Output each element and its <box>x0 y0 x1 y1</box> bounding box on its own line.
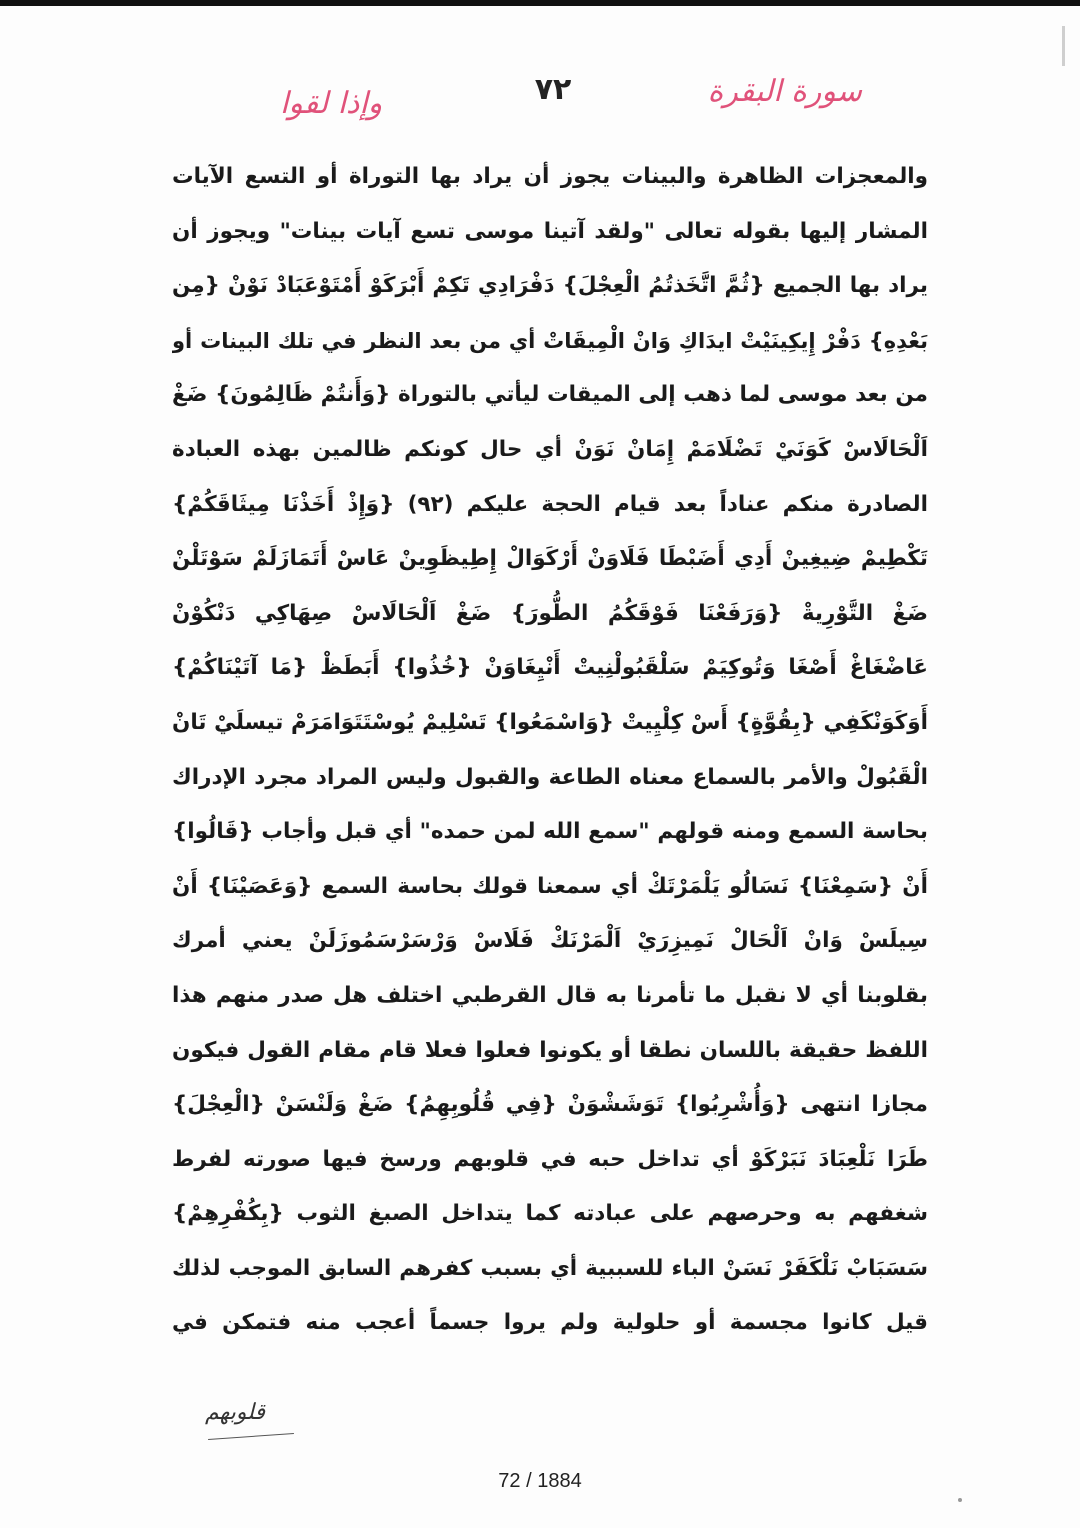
text-line: سِيلَسْ وَانْ اَلْحَالْ نَمِيزِرَيْ اَلْمَرْنَكْ فَلَاسْ وَرْسَرْسَمُوزَلَنْ يعني أمرك <box>172 928 928 954</box>
text-line: مجازا انتهى {وَأُشْرِبُوا} تَوَشَشْوَنْ {فِي قُلُوبِهِمُ} ضَغْ وَلَنْسَنْ {الْعِجْلَ} <box>172 1092 928 1118</box>
text-line: عَاضْغَاغْ أَصْغَا وَتُوكِيَمْ سَلْقَبُولْنِيتْ أَنْيِغَاوَنْ {خُذُوا} أَبَطَظْ {مَا آتَيْنَاكُمْ} <box>172 655 928 681</box>
scan-speck <box>958 1498 962 1502</box>
text-line: أَوَكَوَنْكَفِي {بِقُوَّةٍ} أَسْ كِلْيِيتْ {وَاسْمَعُوا} تَسْلِيمْ يُوسْتَتَوَامَرَمْ تيسلَيْ تَانْ <box>172 709 928 735</box>
text-line: بقلوبنا أي لا نقبل ما تأمرنا به قال القرطبي اختلف هل صدر منهم هذا <box>172 982 928 1008</box>
text-line: تَكْطِيمْ ضِيغِينْ أَدِي أَضَبْطَا فَلَاوَنْ أَرْكَوَالْ إِطِيظَوِينْ عَاسْ أَتَمَازَلَمْ سَوْتَلْنْ <box>172 546 928 572</box>
text-line: المشار إليها بقوله تعالى "ولقد آتينا موسى تسع آيات بينات" ويجوز أن <box>172 218 928 244</box>
page-header <box>0 62 1080 132</box>
scan-artifact <box>1062 26 1065 66</box>
text-line: الصادرة منكم عناداً بعد قيام الحجة عليكم (٩٢) {وَإِذْ أَخَذْنَا مِيثَاقَكُمْ} <box>172 491 928 517</box>
page-counter: 72 / 1884 <box>498 1470 582 1492</box>
text-line: طَرَا نَلْعِبَادَ نَبَرْكَوْ أي تداخل حبه في قلوبهم ورسخ فيها صورته لفرط <box>172 1146 928 1172</box>
text-line: شغفهم به وحرصهم على عبادته كما يتداخل الصبغ الثوب {بِكُفْرِهِمْ} <box>172 1201 928 1227</box>
page-number: ٧٢ <box>534 72 572 107</box>
text-line: يراد بها الجميع {ثُمَّ اتَّخَذتُمُ الْعِجْلَ} دَفْرَادِي تَكِمْ أَبْرَكَوْ أَمْتَوْعَبَادْ نَوْنْ {مِن <box>172 273 928 299</box>
text-line: بحاسة السمع ومنه قولهم "سمع الله لمن حمده" أي قبل وأجاب {قَالُوا} <box>172 819 928 845</box>
text-line: قيل كانوا مجسمة أو حلولية ولم يروا جسماً أعجب منه فتمكن في <box>172 1310 928 1336</box>
text-line: ضَغْ التَّوْرِيةْ {وَرَفَعْنَا فَوْقَكُمُ الطُّورَ} ضَغْ اَلْحَالَاسْ صِهَاكِي دَنْكُوْنْ <box>172 600 928 626</box>
handwritten-surah-annotation: سورة البقرة <box>707 74 862 109</box>
text-line: الْقَبُولْ والأمر بالسماع معناه الطاعة والقبول وليس المراد مجرد الإدراك <box>172 764 928 790</box>
handwritten-verse-annotation: وإذا لقوا <box>280 86 383 121</box>
text-line: أَنْ {سَمِعْنَا} نَسَالُو يَلْمَرْتَكْ أي سمعنا قولك بحاسة السمع {وَعَصَيْنَا} أَنْ <box>172 873 928 899</box>
text-line: اَلْحَالَاسْ كَوَنَيْ تَضْلَامَمْ إِمَانْ نَوَنْ أي حال كونكم ظالمين بهذه العبادة <box>172 436 928 462</box>
text-line: والمعجزات الظاهرة والبينات يجوز أن يراد بها التوراة أو التسع الآيات <box>172 164 928 189</box>
handwritten-catchword: قلوبهم <box>205 1400 266 1425</box>
text-line: بَعْدِهِ} دَفْرْ إِيكِينَيْتْ ايدَاكِ وَانْ الْمِيقَاتْ أي من بعد النظر في تلك البينات أو <box>172 328 928 353</box>
text-line: اللفظ حقيقة باللسان نطقا أو يكونوا فعلوا فعلا قام مقام القول فيكون <box>172 1037 928 1063</box>
text-line: سَسَبَابْ نَلْكَفَرْ نَسَنْ الباء للسببية أي بسبب كفرهم السابق الموجب لذلك <box>172 1255 928 1281</box>
commentary-body <box>172 150 928 1351</box>
text-line: من بعد موسى لما ذهب إلى الميقات ليأتي بالتوراة {وَأَنتُمْ ظَالِمُونَ} ضَغْ <box>172 382 928 408</box>
